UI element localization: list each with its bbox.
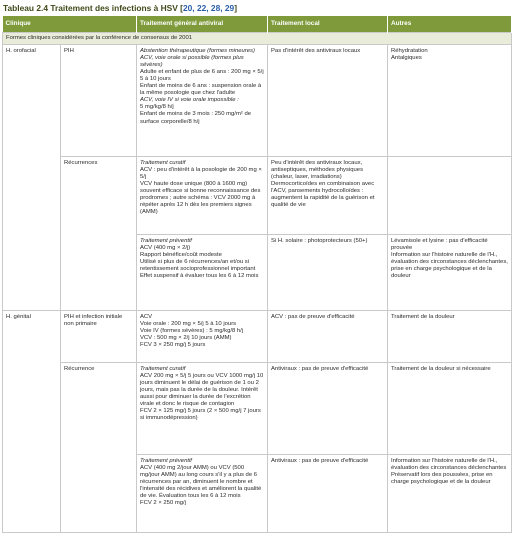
general-cell: [137, 362, 268, 454]
cell-line: ACV, voie orale si possible (formes plus sévères): [140, 54, 244, 68]
cell-line: VCV haute dose unique (800 à 1600 mg) souvent efficace si bonne reconnaissance des prodromes ; autre schéma : VCV 2000 mg à répéter après 12 h dès les premiers signes (AMM): [140, 180, 261, 216]
cell-line: Préservatif lors des poussées, prise en charge psychologique et de la douleur: [391, 471, 493, 485]
cell-line: Effet suspensif à évaluer tous les 6 à 12 mois: [140, 273, 259, 280]
cell-line: Traitement préventif: [140, 457, 192, 464]
subtype-genital-pih: PIH et infection initiale non primaire: [61, 310, 137, 362]
local-cell: [268, 156, 388, 234]
table-caption: [2, 3, 511, 16]
cell-line: Enfant de moins de 3 mois : 250 mg/m² de surface corporelle/8 h/j: [140, 111, 251, 125]
other-cell: [388, 234, 512, 310]
table-row: [3, 362, 512, 454]
general-cell: [137, 310, 268, 362]
cell-line: Enfant de moins de 6 ans : suspension orale à la même posologie que chez l'adulte: [140, 83, 262, 97]
section-row: [3, 32, 512, 44]
local-cell: ACV : pas de preuve d'efficacité: [268, 310, 388, 362]
cell-line: Rapport bénéfice/coût modeste: [140, 251, 222, 258]
cell-line: FCV 3 × 250 mg/j 5 jours: [140, 341, 206, 348]
other-cell: [388, 454, 512, 532]
cell-line: ACV, voie IV si voie orale impossible :: [140, 97, 239, 104]
header-autres: Autres: [388, 16, 512, 32]
cell-line: VCV : 500 mg × 2/j 10 jours (AMM): [140, 334, 232, 341]
general-cell: [137, 234, 268, 310]
cell-line: Voie IV (formes sévères) : 5 mg/kg/8 h/j: [140, 327, 244, 334]
table-row: [3, 310, 512, 362]
other-cell: [388, 310, 512, 362]
header-general: Traitement général antiviral: [137, 16, 268, 32]
cell-line: Réhydratation: [391, 47, 428, 54]
subtype-orofacial-pih: PIH: [61, 44, 137, 156]
section-label: Formes cliniques considérées par la conférence de consensus de 2001: [3, 32, 512, 44]
cell-line: ACV: [140, 313, 153, 320]
cell-line: Peu d'intérêt des antiviraux locaux, antiseptiques, méthodes physiques (chaleur, laser, irradiations): [271, 159, 364, 180]
cell-line: FCV 2 × 250 mg/j: [140, 500, 187, 507]
cell-line: Dermocorticoïdes en combinaison avec l'ACV, pansements hydrocolloïdes : augmentent la rapidité de la guérison et qualité de vie: [271, 180, 375, 209]
cell-line: Antalgiques: [391, 54, 422, 61]
local-cell: Antiviraux : pas de preuve d'efficacité: [268, 454, 388, 532]
subtype-orofacial-recurrences: Récurrences: [61, 156, 137, 310]
other-cell: [388, 44, 512, 156]
cell-line: Traitement de la douleur si nécessaire: [391, 365, 491, 372]
cell-line: Information sur l'histoire naturelle de l'H., évaluation des circonstances déclenchantes, prise en charge psychologique et de la douleur: [391, 251, 508, 280]
general-cell: [137, 156, 268, 234]
caption-references[interactable]: 20, 22, 28, 29: [182, 3, 235, 13]
other-cell: [388, 362, 512, 454]
cell-line: Traitement curatif: [140, 365, 186, 372]
cell-line: ACV 200 mg × 5/j 5 jours ou VCV 1000 mg/j 10 jours diminuent le délai de guérison de 1 ou 2 jours, mais pas la durée de la douleur. Intérêt aussi pour diminuer la durée de l'excrétion virale et donc le risque de contagion: [140, 372, 264, 408]
cell-line: Lévamisole et lysine : pas d'efficacité prouvée: [391, 237, 488, 251]
cell-line: FCV 2 × 125 mg/j 5 jours (2 × 500 mg/j 7 jours si immunodépression): [140, 408, 261, 422]
subtype-genital-recurrence: Récurrence: [61, 362, 137, 532]
clinique-orofacial: H. orofacial: [3, 44, 61, 310]
header-local: Traitement local: [268, 16, 388, 32]
cell-line: Traitement curatif: [140, 159, 186, 166]
table-row: [3, 44, 512, 156]
table-row: [3, 156, 512, 234]
cell-line: ACV (400 mg 2/jour AMM) ou VCV (500 mg/jour AMM) au long cours s'il y a plus de 6 récurrences par an, diminuent le nombre et l'intensité des récidives et améliorent la qualité de vie. Évaluation tous les 6 à 12 mois: [140, 464, 262, 500]
general-cell: [137, 454, 268, 532]
table-header-row: [3, 16, 512, 32]
local-cell: Antiviraux : pas de preuve d'efficacité: [268, 362, 388, 454]
cell-line: ACV (400 mg × 2/j): [140, 244, 191, 251]
cell-line: Information sur l'histoire naturelle de l'H., évaluation des circonstances déclenchantes: [391, 457, 507, 471]
cell-line: Adulte et enfant de plus de 6 ans : 200 mg × 5/j 5 à 10 jours: [140, 68, 264, 82]
hsv-treatment-table: [2, 16, 512, 533]
cell-line: Voie orale : 200 mg × 5/j 5 à 10 jours: [140, 320, 237, 327]
header-clinique: Clinique: [3, 16, 137, 32]
caption-close: ]: [234, 3, 237, 13]
cell-line: Traitement préventif: [140, 237, 192, 244]
local-cell: Pas d'intérêt des antiviraux locaux: [268, 44, 388, 156]
local-cell: Si H. solaire : photoprotecteurs (50+): [268, 234, 388, 310]
general-cell: [137, 44, 268, 156]
cell-line: Utilisé si plus de 6 récurrences/an et/ou si retentissement socioprofessionnel important: [140, 258, 256, 272]
cell-line: ACV : peu d'intérêt à la posologie de 200 mg × 5/j: [140, 166, 262, 180]
cell-line: 5 mg/kg/8 h/j: [140, 104, 174, 111]
other-cell: [388, 156, 512, 234]
cell-line: Abstention thérapeutique (formes mineures): [140, 47, 255, 54]
clinique-genital: H. génital: [3, 310, 61, 532]
cell-line: Traitement de la douleur: [391, 313, 455, 320]
caption-title: Tableau 2.4 Traitement des infections à HSV [: [3, 3, 183, 13]
